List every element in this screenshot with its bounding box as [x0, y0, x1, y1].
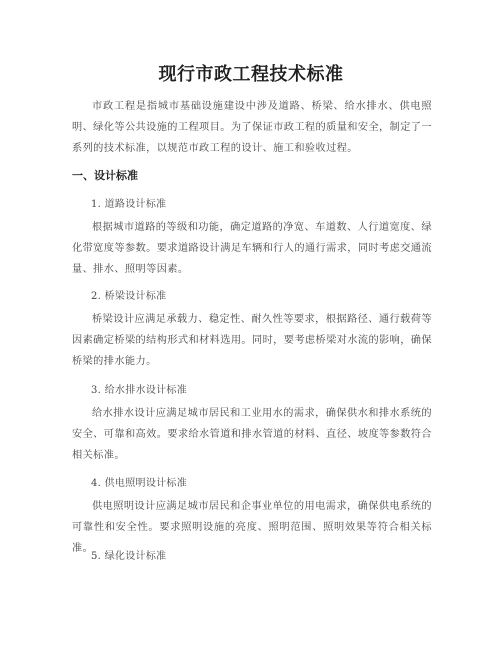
subsection-body-power: 供电照明设计应满足城市居民和企事业单位的用电需求，确保供电系统的可靠性和安全性。要求照明设施的亮度、照明范围、照明效果等符合相关标准。	[72, 501, 432, 554]
subsection-heading-road: 1. 道路设计标准	[91, 199, 167, 210]
section-heading: 一、设计标准	[72, 169, 138, 182]
subsection-heading-green: 5. 绿化设计标准	[91, 551, 167, 562]
document-title: 现行市政工程技术标准	[158, 64, 344, 85]
intro-paragraph: 市政工程是指城市基础设施建设中涉及道路、桥梁、给水排水、供电照明、绿化等公共设施的工程项目。为了保证市政工程的质量和安全，制定了一系列的技术标准，以规范市政工程的设计、施工和验收过程。	[72, 101, 432, 154]
subsection-heading-bridge: 2. 桥梁设计标准	[91, 291, 167, 302]
subsection-body-road: 根据城市道路的等级和功能，确定道路的净宽、车道数、人行道宽度、绿化带宽度等参数。要求道路设计满足车辆和行人的通行需求，同时考虑交通流量、排水、照明等因素。	[72, 222, 432, 275]
subsection-heading-water: 3. 给水排水设计标准	[91, 385, 188, 396]
subsection-heading-power: 4. 供电照明设计标准	[91, 478, 188, 489]
subsection-body-water: 给水排水设计应满足城市居民和工业用水的需求，确保供水和排水系统的安全、可靠和高效。要求给水管道和排水管道的材料、直径、坡度等参数符合相关标准。	[72, 408, 432, 461]
subsection-body-bridge: 桥梁设计应满足承载力、稳定性、耐久性等要求，根据路径、通行载荷等因素确定桥梁的结构形式和材料选用。同时，要考虑桥梁对水流的影响，确保桥梁的排水能力。	[72, 314, 432, 367]
